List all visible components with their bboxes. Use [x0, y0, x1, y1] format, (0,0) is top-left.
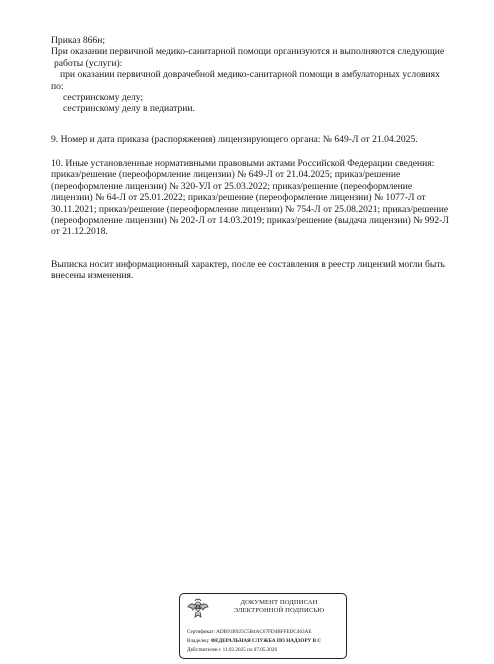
other-info-heading: 10. Иные установленные нормативными правовыми актами Российской Федерации сведения:	[51, 158, 435, 169]
primary-care-line-cont: по:	[51, 80, 64, 92]
certificate-label: Сертификат:	[187, 629, 215, 635]
other-info-text: от 21.12.2018.	[51, 226, 108, 238]
license-order-section	[51, 134, 476, 145]
order-reference: Приказ 866н;	[51, 35, 106, 46]
other-info-section	[51, 158, 476, 238]
owner-row	[187, 638, 321, 644]
service-item-pediatric-nursing: сестринскому делу в педиатрии.	[63, 103, 195, 115]
medical-services-block	[51, 35, 476, 115]
validity-row: Действителен с 11.02.2025 по 07.05.2026	[187, 647, 278, 653]
other-info-text: (переоформление лицензии) № 202-Л от 14.03.2019; приказ/решение (выдача лицензии) № 992-Л	[51, 215, 449, 227]
disclaimer-text: внесены изменения.	[51, 270, 134, 282]
stamp-title-line-2: ЭЛЕКТРОННОЙ ПОДПИСЬЮ	[233, 607, 325, 614]
disclaimer-section	[51, 259, 476, 282]
other-info-text: (переоформление лицензии) № 320-УЛ от 25.03.2022; приказ/решение (переоформление	[51, 180, 413, 192]
other-info-text: 30.11.2021; приказ/решение (переоформление лицензии) № 754-Л от 25.08.2021; приказ/решение	[51, 203, 449, 215]
certificate-row	[187, 629, 312, 635]
other-info-text: лицензии) № 64-Л от 25.01.2022; приказ/решение (переоформление лицензии) № 1077-Л от	[51, 192, 426, 204]
electronic-signature-stamp	[179, 593, 347, 659]
other-info-text: приказ/решение (переоформление лицензии) № 649-Л от 21.04.2025; приказ/решение	[51, 169, 401, 181]
disclaimer-text: Выписка носит информационный характер, после ее составления в реестр лицензий могли быть	[51, 259, 445, 270]
stamp-title-line-1: ДОКУМЕНТ ПОДПИСАН	[240, 599, 318, 606]
services-intro-line: При оказании первичной медико-санитарной помощи организуются и выполняются следующие	[51, 46, 445, 58]
license-order-number: 9. Номер и дата приказа (распоряжения) лицензирующего органа: № 649-Л от 21.04.2025.	[51, 134, 418, 145]
service-item-nursing: сестринскому делу;	[63, 92, 144, 104]
owner-value: ФЕДЕРАЛЬНАЯ СЛУЖБА ПО НАДЗОРУ В С	[210, 638, 322, 644]
certificate-value: ADB91B925C5B4AC67FD4BFFEDC463AE	[216, 629, 312, 635]
coat-of-arms-icon	[187, 597, 209, 621]
services-intro-line-cont: работы (услуги):	[54, 57, 123, 69]
owner-label: Владелец:	[187, 638, 210, 644]
primary-care-line: при оказании первичной доврачебной медико-санитарной помощи в амбулаторных условиях	[60, 69, 440, 81]
